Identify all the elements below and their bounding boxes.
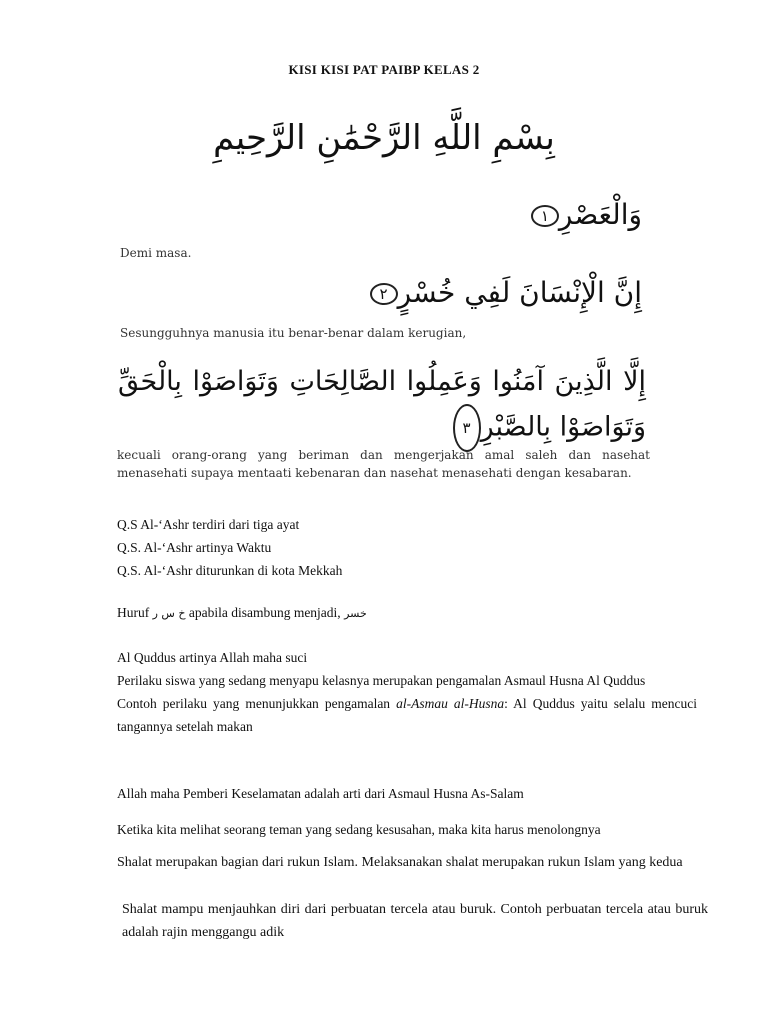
verse-3-translation: kecuali orang-orang yang beriman dan mengerjakan amal saleh dan nasehat menasehati supaya mentaati kebenaran dan nasehat menasehati dengan kesabaran. — [117, 448, 650, 480]
ayah-number-3: ٣ — [453, 404, 481, 452]
quddus-meaning: Al Quddus artinya Allah maha suci — [117, 650, 308, 665]
verse-2-translation: Sesungguhnya manusia itu benar-benar dalam kerugian, — [120, 326, 467, 340]
document-title: KISI KISI PAT PAIBP KELAS 2 — [288, 62, 480, 77]
fact-item: Q.S. Al-‘Ashr artinya Waktu — [117, 540, 272, 555]
quddus-example-pre: Contoh perilaku yang menunjukkan pengamalan — [117, 696, 391, 711]
quddus-behavior: Perilaku siswa yang sedang menyapu kelasnya merupakan pengamalan Asmaul Husna Al Quddus — [117, 673, 646, 688]
huruf-joined: خسر — [344, 607, 367, 620]
salam-paragraph: Allah maha Pemberi Keselamatan adalah arti dari Asmaul Husna As-Salam — [117, 786, 524, 801]
verse-1-translation: Demi masa. — [120, 246, 192, 260]
ayah-number-1: ١ — [531, 205, 559, 227]
verse-3 — [118, 360, 646, 452]
basmala: بِسْمِ اللَّهِ الرَّحْمَٰنِ الرَّحِيمِ — [213, 118, 555, 158]
quddus-example-post: : Al Quddus yaitu selalu mencuci tangannya setelah makan — [117, 696, 697, 734]
fact-item: Q.S Al-‘Ashr terdiri dari tiga ayat — [117, 517, 300, 532]
ayah-number-2: ٢ — [370, 283, 398, 305]
fact-item: Q.S. Al-‘Ashr diturunkan di kota Mekkah — [117, 563, 343, 578]
menolong-paragraph: Ketika kita melihat seorang teman yang sedang kesusahan, maka kita harus menolongnya — [117, 822, 601, 837]
huruf-prefix: Huruf — [117, 605, 150, 620]
verse-1-arabic: وَالْعَصْرِ — [558, 198, 642, 231]
quddus-section — [117, 646, 697, 738]
shalat-paragraph-1: Shalat merupakan bagian dari rukun Islam. Melaksanakan shalat merupakan rukun Islam yang kedua — [117, 855, 683, 870]
quddus-example — [117, 692, 697, 738]
verse-2-arabic: إِنَّ الْإِنْسَانَ لَفِي خُسْرٍ — [397, 276, 642, 309]
verse-3-arabic: إِلَّا الَّذِينَ آمَنُوا وَعَمِلُوا الصَّالِحَاتِ وَتَوَاصَوْا بِالْحَقِّ وَتَوَاصَوْا بِالصَّبْرِ — [118, 366, 646, 443]
huruf-paragraph — [117, 601, 697, 625]
verse-2 — [364, 276, 643, 309]
fact-list — [117, 513, 697, 582]
huruf-letters: خ س ر — [152, 607, 186, 620]
shalat-paragraph-2: Shalat mampu menjauhkan diri dari perbuatan tercela atau buruk. Contoh perbuatan tercela atau buruk adalah rajin menggangu adik — [122, 902, 708, 940]
huruf-middle: apabila disambung menjadi, — [188, 605, 341, 620]
quddus-example-italic: al-Asmau al-Husna — [396, 696, 505, 711]
verse-1 — [525, 198, 642, 231]
